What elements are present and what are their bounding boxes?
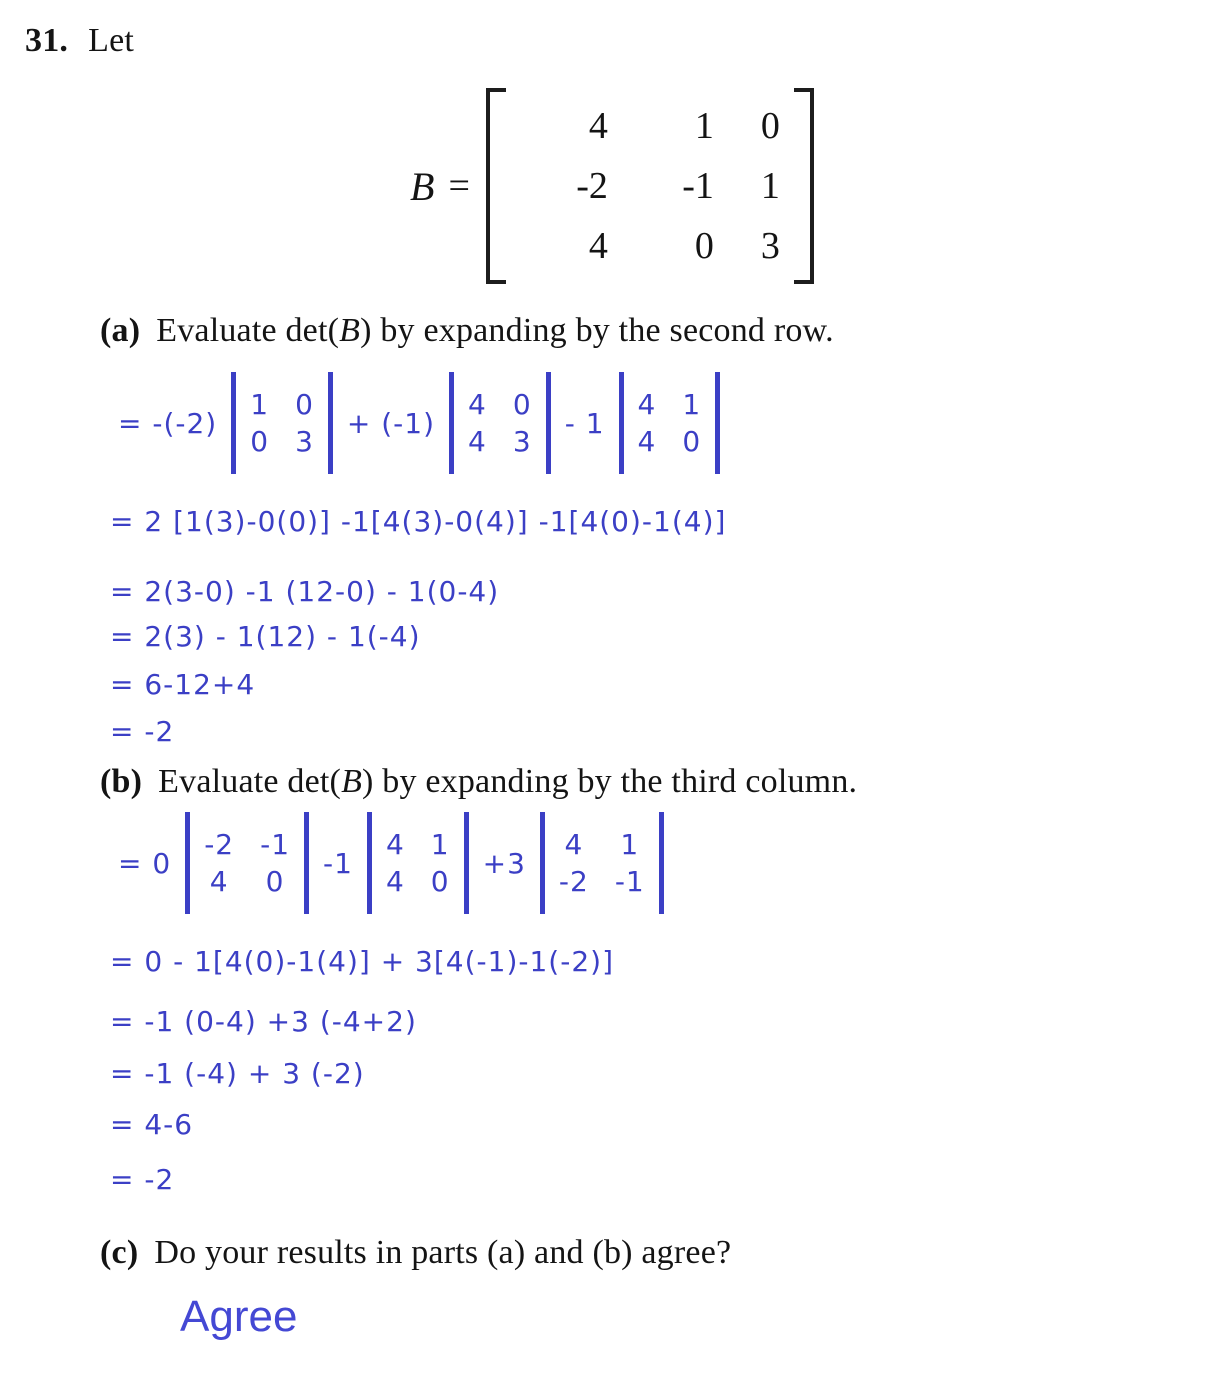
part-c-prompt-text: Do your results in parts (a) and (b) agree?	[154, 1234, 732, 1271]
det-cell: 4	[468, 388, 487, 421]
det-term-coefficient: -1	[323, 846, 353, 880]
matrix-left-bracket	[486, 88, 506, 284]
matrix-cell: -1	[682, 165, 714, 207]
matrix-cell: 4	[588, 105, 608, 147]
det-cell: 4	[385, 828, 405, 861]
det-cell: 0	[265, 865, 285, 898]
problem-header	[25, 22, 134, 60]
det-cell: 1	[682, 388, 702, 421]
determinant-bars	[619, 372, 721, 474]
part-a-expansion-line	[108, 372, 724, 474]
det-cell: -1	[614, 865, 645, 898]
det-cell: 0	[430, 865, 450, 898]
det-term-coefficient: + (-1)	[346, 406, 436, 440]
matrix-right-bracket	[794, 88, 814, 284]
part-b-prompt	[100, 763, 857, 801]
part-a-prompt-pre: Evaluate det(	[156, 312, 340, 349]
matrix-cell: 1	[760, 165, 780, 207]
determinant-bars	[185, 812, 309, 914]
det-cell: 1	[430, 828, 450, 861]
det-cell: 0	[682, 425, 702, 458]
matrix-b-grid	[506, 88, 794, 284]
det-2x2-grid	[250, 388, 314, 458]
handwritten-step: = -1 (0-4) +3 (-4+2)	[110, 1005, 417, 1038]
det-cell: 1	[250, 388, 270, 421]
det-cell: 4	[468, 425, 487, 458]
det-term-coefficient: = 0	[118, 846, 172, 880]
det-2x2-grid	[559, 828, 645, 898]
det-cell: 4	[564, 828, 584, 861]
det-2x2-grid	[386, 828, 450, 898]
part-b-label: (b)	[100, 763, 143, 800]
handwritten-step: = 2 [1(3)-0(0)] -1[4(3)-0(4)] -1[4(0)-1(4)]	[110, 505, 727, 538]
handwritten-step: = -1 (-4) + 3 (-2)	[110, 1057, 365, 1090]
det-cell: 4	[637, 425, 657, 458]
det-term-coefficient: - 1	[564, 406, 605, 440]
part-b-prompt-post: ) by expanding by the third column.	[362, 763, 858, 800]
handwritten-step: = 6-12+4	[110, 668, 256, 701]
determinant-bars	[367, 812, 469, 914]
part-b-prompt-var: B	[341, 763, 363, 800]
part-b-prompt-pre: Evaluate det(	[158, 763, 342, 800]
part-a-prompt-post: ) by expanding by the second row.	[360, 312, 834, 349]
matrix-cell: 0	[760, 105, 780, 147]
part-a-prompt	[100, 312, 834, 350]
det-cell: 4	[637, 388, 657, 421]
det-term-coefficient: = -(-2)	[118, 406, 218, 440]
det-2x2-grid	[204, 828, 290, 898]
handwritten-step: = -2	[110, 1163, 175, 1196]
handwritten-step: = 4-6	[110, 1108, 194, 1141]
determinant-bars	[231, 372, 333, 474]
det-cell: -1	[260, 828, 291, 861]
det-cell: 4	[385, 865, 405, 898]
det-cell: -2	[558, 865, 589, 898]
det-cell: 3	[295, 425, 314, 458]
det-cell: 1	[620, 828, 640, 861]
handwritten-step: = -2	[110, 715, 175, 748]
matrix-cell: 4	[588, 225, 608, 267]
det-2x2-grid	[468, 388, 532, 458]
matrix-b-equals: =	[448, 165, 470, 207]
determinant-bars	[540, 812, 664, 914]
part-c-label: (c)	[100, 1234, 139, 1271]
matrix-b	[410, 88, 814, 284]
matrix-cell: -2	[576, 165, 608, 207]
matrix-cell: 1	[694, 105, 714, 147]
part-a-label: (a)	[100, 312, 141, 349]
part-c-answer: Agree	[180, 1292, 298, 1341]
problem-number: 31.	[25, 22, 69, 59]
det-2x2-grid	[638, 388, 702, 458]
matrix-cell: 0	[694, 225, 714, 267]
handwritten-step: = 2(3) - 1(12) - 1(-4)	[110, 620, 421, 653]
handwritten-step: = 0 - 1[4(0)-1(4)] + 3[4(-1)-1(-2)]	[110, 945, 614, 978]
part-c-prompt	[100, 1234, 731, 1272]
det-cell: 0	[250, 425, 270, 458]
det-cell: 4	[209, 865, 229, 898]
det-cell: 0	[295, 388, 314, 421]
part-b-expansion-line	[108, 812, 668, 914]
problem-intro: Let	[88, 22, 135, 59]
det-cell: 3	[512, 425, 532, 458]
handwritten-step: = 2(3-0) -1 (12-0) - 1(0-4)	[110, 575, 500, 608]
det-cell: 0	[512, 388, 532, 421]
determinant-bars	[449, 372, 551, 474]
matrix-b-name: B	[410, 163, 435, 209]
det-cell: -2	[204, 828, 235, 861]
matrix-cell: 3	[760, 225, 780, 267]
det-term-coefficient: +3	[482, 846, 526, 880]
part-a-prompt-var: B	[339, 312, 361, 349]
